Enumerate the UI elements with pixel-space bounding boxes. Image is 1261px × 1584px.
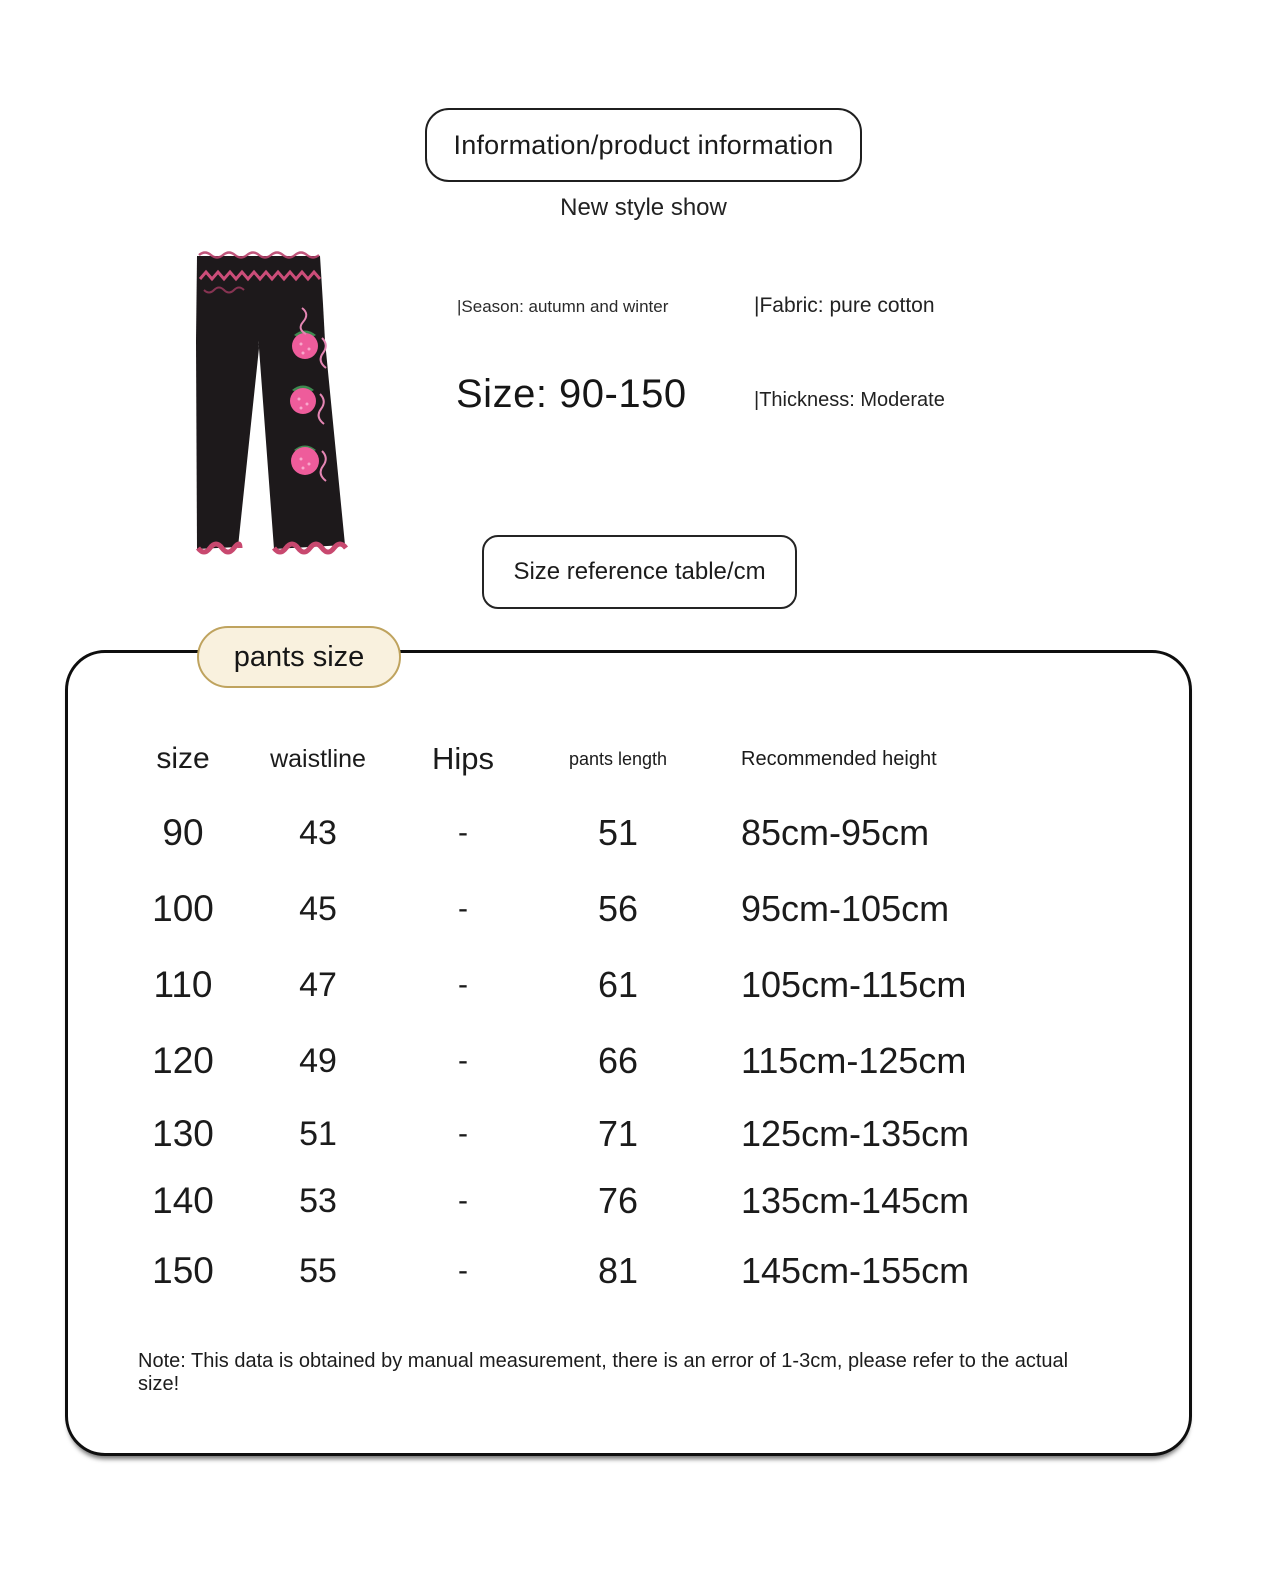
table-cell-hips: - (458, 968, 468, 1001)
size-chart-panel (65, 650, 1192, 1456)
size-reference-badge: Size reference table/cm (482, 535, 797, 609)
table-cell-size: 130 (152, 1113, 214, 1154)
column-header-pants-length: pants length (568, 748, 668, 769)
table-cell-waist: 53 (299, 1181, 337, 1220)
new-style-subtitle: New style show (560, 194, 727, 221)
table-cell-hips: - (458, 1254, 468, 1287)
table-cell-size: 150 (152, 1250, 214, 1291)
table-cell-waist: 55 (299, 1251, 337, 1290)
table-row (113, 1099, 1123, 1169)
season-label: |Season: autumn and winter (457, 297, 669, 316)
table-cell-waist: 49 (299, 1041, 337, 1080)
table-cell-length: 76 (597, 1180, 639, 1221)
table-cell-height: 95cm-105cm (741, 888, 950, 929)
table-cell-size: 90 (162, 812, 204, 853)
table-cell-height: 135cm-145cm (741, 1180, 970, 1221)
thickness-label: |Thickness: Moderate (754, 389, 945, 411)
table-cell-size: 100 (152, 888, 214, 929)
column-header-waistline: waistline (270, 744, 366, 773)
table-cell-hips: - (458, 1184, 468, 1217)
size-table (113, 723, 1123, 1309)
table-cell-size: 120 (152, 1040, 214, 1081)
table-cell-length: 51 (597, 812, 639, 853)
table-cell-waist: 51 (299, 1114, 337, 1153)
table-row (113, 871, 1123, 947)
table-cell-length: 81 (597, 1250, 639, 1291)
fabric-label: |Fabric: pure cotton (754, 294, 935, 317)
table-cell-height: 115cm-125cm (741, 1040, 967, 1081)
table-cell-size: 140 (152, 1180, 214, 1221)
table-cell-height: 125cm-135cm (741, 1113, 970, 1154)
table-cell-hips: - (458, 1117, 468, 1150)
table-cell-hips: - (458, 816, 468, 849)
table-cell-length: 61 (597, 964, 639, 1005)
column-header-size: size (156, 742, 210, 775)
table-row (113, 947, 1123, 1023)
table-cell-length: 56 (597, 888, 639, 929)
table-cell-height: 85cm-95cm (741, 812, 930, 853)
pants-size-badge: pants size (197, 626, 401, 688)
column-header-recommended-height: Recommended height (741, 747, 937, 770)
size-range-label: Size: 90-150 (456, 372, 687, 416)
table-cell-waist: 47 (299, 965, 337, 1004)
pants-illustration (176, 246, 348, 576)
table-cell-size: 110 (153, 964, 213, 1005)
table-row (113, 1023, 1123, 1099)
pants-product-image (176, 246, 348, 581)
table-cell-hips: - (458, 1044, 468, 1077)
table-cell-height: 145cm-155cm (741, 1250, 970, 1291)
table-row (113, 1169, 1123, 1233)
table-cell-length: 66 (597, 1040, 639, 1081)
table-cell-hips: - (458, 892, 468, 925)
column-header-hips: Hips (431, 741, 494, 776)
table-row (113, 795, 1123, 871)
table-row (113, 1233, 1123, 1309)
table-cell-height: 105cm-115cm (741, 964, 967, 1005)
table-header-row (113, 723, 1123, 795)
table-cell-waist: 43 (299, 813, 337, 852)
product-info-badge: Information/product information (425, 108, 862, 182)
measurement-note: Note: This data is obtained by manual measurement, there is an error of 1-3cm, please refer to the actual size! (138, 1350, 1069, 1395)
table-cell-length: 71 (597, 1113, 639, 1154)
table-cell-waist: 45 (299, 889, 337, 928)
